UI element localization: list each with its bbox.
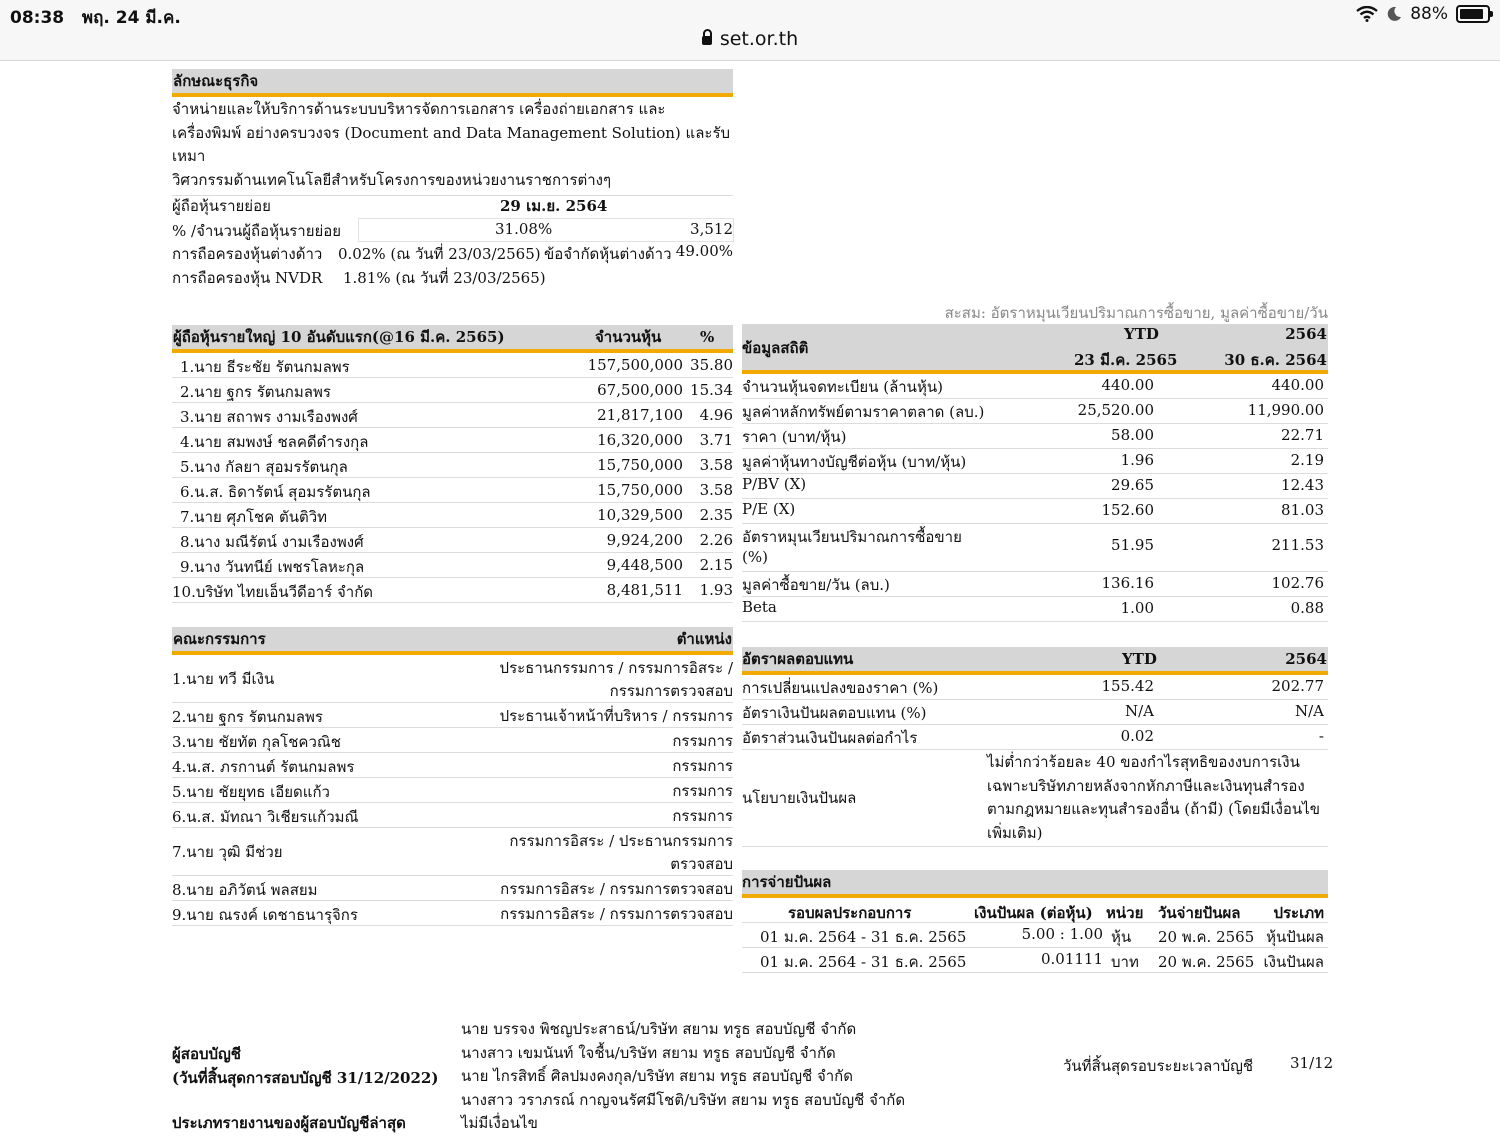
board-name: 6.น.ส. มัทณา วิเชียรแก้วมณี xyxy=(172,808,359,826)
major-shares: 67,500,000 xyxy=(597,381,683,399)
major-name: 5.นาง กัลยา สุอมรรัตนกุล xyxy=(180,458,348,476)
retail-values-box xyxy=(358,218,734,242)
stats-row xyxy=(742,424,1328,449)
returns-row xyxy=(742,700,1328,725)
retail-label: ผู้ถือหุ้นรายย่อย xyxy=(172,197,271,215)
stats-2564: 22.71 xyxy=(1281,426,1324,444)
stats-2564: 102.76 xyxy=(1271,574,1324,592)
board-position: กรรมการ xyxy=(672,757,733,775)
board-position: กรรมการอิสระ / กรรมการตรวจสอบ xyxy=(500,880,733,898)
div-paydate: 20 พ.ค. 2565 xyxy=(1158,928,1255,946)
stats-row xyxy=(742,474,1328,499)
stats-2564: 11,990.00 xyxy=(1247,401,1324,419)
major-shares: 15,750,000 xyxy=(597,456,683,474)
url-text: set.or.th xyxy=(719,28,799,50)
board-col-position: ตำแหน่ง xyxy=(676,630,732,648)
stats-2564: 81.03 xyxy=(1281,501,1324,519)
returns-2564: 202.77 xyxy=(1271,677,1324,695)
stats-label: Beta xyxy=(742,598,777,616)
fiscal-period-value: 31/12 xyxy=(1290,1054,1334,1072)
returns-header xyxy=(742,647,1328,675)
major-pct: 2.35 xyxy=(699,506,733,524)
major-col-pct: % xyxy=(700,328,715,346)
returns-label: อัตราเงินปันผลตอบแทน (%) xyxy=(742,704,927,722)
address-bar[interactable] xyxy=(0,28,1500,50)
auditor-label-1: ผู้สอบบัญชี xyxy=(172,1045,241,1063)
div-col-paydate: วันจ่ายปันผล xyxy=(1158,904,1241,922)
board-row xyxy=(172,876,733,901)
returns-col2: 2564 xyxy=(1285,650,1327,668)
stats-table xyxy=(742,324,1328,622)
retail-count: 3,512 xyxy=(690,220,733,238)
retail-pct-label: % /จำนวนผู้ถือหุ้นรายย่อย xyxy=(172,222,342,240)
board-row xyxy=(172,803,733,828)
board-row xyxy=(172,778,733,803)
stats-label: อัตราหมุนเวียนปริมาณการซื้อขาย xyxy=(742,528,962,546)
major-shareholders-table xyxy=(172,325,733,603)
board-position: กรรมการ xyxy=(672,807,733,825)
stats-ytd: 29.65 xyxy=(1111,476,1154,494)
policy-line: ไม่ต่ำกว่าร้อยละ 40 ของกำไรสุทธิของงบการเงิน xyxy=(987,753,1300,771)
returns-ytd: N/A xyxy=(1124,702,1154,720)
div-col-type: ประเภท xyxy=(1273,904,1324,922)
stats-2564: 2.19 xyxy=(1290,451,1324,469)
stats-ytd: 152.60 xyxy=(1101,501,1154,519)
foreign-holding-label: การถือครองหุ้นต่างด้าว xyxy=(172,245,323,263)
business-section xyxy=(172,69,733,196)
dividend-row xyxy=(742,948,1328,973)
status-date: พฤ. 24 มี.ค. xyxy=(81,8,181,28)
board-name: 7.นาย วุฒิ มีช่วย xyxy=(172,843,283,861)
major-shares: 157,500,000 xyxy=(587,356,683,374)
retail-section xyxy=(172,194,733,290)
div-col-period: รอบผลประกอบการ xyxy=(788,904,912,922)
major-shares: 16,320,000 xyxy=(597,431,683,449)
business-line: วิศวกรรมด้านเทคโนโลยีสำหรับโครงการของหน่วยงานราชการต่างๆ xyxy=(172,170,612,189)
board-row xyxy=(172,655,733,703)
major-shares: 8,481,511 xyxy=(606,581,683,599)
major-name: 8.นาง มณีรัตน์ งามเรืองพงศ์ xyxy=(180,533,364,551)
dividend-table xyxy=(742,870,1328,973)
stats-label: มูลค่าซื้อขาย/วัน (ลบ.) xyxy=(742,576,890,594)
business-header: ลักษณะธุรกิจ xyxy=(172,69,733,97)
stats-label-cont: (%) xyxy=(742,548,768,566)
retail-date: 29 เม.ย. 2564 xyxy=(500,197,608,215)
major-row xyxy=(172,578,733,603)
div-amount: 0.01111 xyxy=(1040,950,1103,968)
stats-col1-top: YTD xyxy=(1124,325,1159,343)
business-line: จำหน่ายและให้บริการด้านระบบบริหารจัดการเอกสาร เครื่องถ่ายเอกสาร และ xyxy=(172,100,666,118)
board-rows xyxy=(172,655,733,926)
board-row xyxy=(172,828,733,876)
policy-line: ตามกฎหมายและทุนสำรองอื่น (ถ้ามี) (โดยมีเงื่อนไข xyxy=(987,800,1320,818)
major-row xyxy=(172,528,733,553)
foreign-limit-label: ข้อจำกัดหุ้นต่างด้าว xyxy=(544,245,672,263)
status-indicators xyxy=(1356,4,1490,24)
major-pct: 3.71 xyxy=(699,431,733,449)
returns-table xyxy=(742,647,1328,847)
board-position: ประธานกรรมการ / กรรมการอิสระ / xyxy=(499,659,733,677)
returns-ytd: 0.02 xyxy=(1120,727,1154,745)
major-row xyxy=(172,353,733,378)
stats-row xyxy=(742,597,1328,622)
stats-2564: 211.53 xyxy=(1271,536,1324,554)
major-pct: 1.93 xyxy=(699,581,733,599)
div-amount: 5.00 : 1.00 xyxy=(1021,925,1103,943)
returns-row xyxy=(742,725,1328,750)
policy-line: เพิ่มเติม) xyxy=(987,823,1043,842)
business-description xyxy=(172,97,733,196)
major-shares: 9,924,200 xyxy=(606,531,683,549)
retail-pct: 31.08% xyxy=(495,220,553,238)
stats-2564: 440.00 xyxy=(1271,376,1324,394)
auditor-report-value: ไม่มีเงื่อนไข xyxy=(461,1114,538,1132)
major-row xyxy=(172,428,733,453)
board-row xyxy=(172,703,733,728)
major-shares: 10,329,500 xyxy=(597,506,683,524)
board-position-cont: ตรวจสอบ xyxy=(670,855,733,873)
battery-icon xyxy=(1456,5,1490,23)
major-name: 3.นาย สถาพร งามเรืองพงศ์ xyxy=(180,408,358,426)
board-name: 4.น.ส. ภรกานต์ รัตนกมลพร xyxy=(172,758,355,776)
major-shares: 15,750,000 xyxy=(597,481,683,499)
stats-row xyxy=(742,572,1328,597)
major-row xyxy=(172,503,733,528)
board-header xyxy=(172,627,733,655)
returns-row xyxy=(742,675,1328,700)
div-unit: บาท xyxy=(1111,953,1139,971)
major-row xyxy=(172,453,733,478)
board-name: 2.นาย ฐกร รัตนกมลพร xyxy=(172,708,323,726)
board-title: คณะกรรมการ xyxy=(173,630,266,648)
stats-col2-top: 2564 xyxy=(1285,325,1327,343)
stats-rows xyxy=(742,374,1328,622)
policy-line: เฉพาะบริษัทภายหลังจากหักภาษีและเงินทุนสำรอง xyxy=(987,776,1305,795)
board-position: กรรมการอิสระ / กรรมการตรวจสอบ xyxy=(500,905,733,923)
stats-2564: 12.43 xyxy=(1281,476,1324,494)
browser-top-bar xyxy=(0,0,1500,61)
major-shares: 21,817,100 xyxy=(597,406,683,424)
stats-header xyxy=(742,324,1328,374)
stats-ytd: 58.00 xyxy=(1111,426,1154,444)
div-type: หุ้นปันผล xyxy=(1266,928,1324,946)
board-position: กรรมการ xyxy=(672,782,733,800)
major-pct: 2.15 xyxy=(699,556,733,574)
major-pct: 3.58 xyxy=(699,456,733,474)
board-position: กรรมการ xyxy=(672,732,733,750)
stats-label: จำนวนหุ้นจดทะเบียน (ล้านหุ้น) xyxy=(742,378,943,396)
stats-note: สะสม: อัตราหมุนเวียนปริมาณการซื้อขาย, มูลค่าซื้อขาย/วัน xyxy=(944,304,1328,322)
stats-ytd: 136.16 xyxy=(1101,574,1154,592)
nvdr-value: 1.81% (ณ วันที่ 23/03/2565) xyxy=(343,269,546,287)
major-pct: 4.96 xyxy=(699,406,733,424)
stats-title: ข้อมูลสถิติ xyxy=(742,339,809,357)
stats-label: P/BV (X) xyxy=(742,475,807,493)
div-unit: หุ้น xyxy=(1111,928,1132,946)
board-row xyxy=(172,728,733,753)
major-row xyxy=(172,403,733,428)
div-period: 01 ม.ค. 2564 - 31 ธ.ค. 2565 xyxy=(760,928,967,946)
stats-2564: 0.88 xyxy=(1290,599,1324,617)
auditor-name: นางสาว วราภรณ์ กาญจนรัศมีโชติ/บริษัท สยาม ทรูธ สอบบัญชี จำกัด xyxy=(461,1090,906,1109)
board-name: 8.นาย อภิวัตน์ พลสยม xyxy=(172,881,318,899)
returns-col1: YTD xyxy=(1122,650,1157,668)
stats-row xyxy=(742,374,1328,399)
board-name: 5.นาย ชัยยุทธ เอียดแก้ว xyxy=(172,783,330,801)
stats-label: ราคา (บาท/หุ้น) xyxy=(742,428,847,446)
stats-ytd: 1.96 xyxy=(1120,451,1154,469)
foreign-limit-value: 49.00% xyxy=(675,242,733,260)
div-col-unit: หน่วย xyxy=(1106,904,1144,922)
dividend-policy-row xyxy=(742,750,1328,847)
stats-col1-bottom: 23 มี.ค. 2565 xyxy=(1074,351,1178,369)
dividend-rows xyxy=(742,923,1328,973)
fiscal-period-label: วันที่สิ้นสุดรอบระยะเวลาบัญชี xyxy=(1063,1057,1254,1075)
major-pct: 3.58 xyxy=(699,481,733,499)
major-pct: 15.34 xyxy=(690,381,733,399)
board-position-cont: กรรมการตรวจสอบ xyxy=(609,682,733,700)
major-row xyxy=(172,378,733,403)
returns-rows xyxy=(742,675,1328,750)
stats-row xyxy=(742,499,1328,524)
major-rows xyxy=(172,353,733,603)
major-name: 6.น.ส. ธิดารัตน์ สุอมรรัตนกุล xyxy=(180,483,371,501)
stats-ytd: 440.00 xyxy=(1101,376,1154,394)
major-name: 9.นาง วันทนีย์ เพชรโลหะกุล xyxy=(180,558,365,576)
stats-label: มูลค่าหุ้นทางบัญชีต่อหุ้น (บาท/หุ้น) xyxy=(742,453,967,471)
major-name: 4.นาย สมพงษ์ ชลคดีดำรงกุล xyxy=(180,433,369,451)
stats-row xyxy=(742,399,1328,424)
dividend-header: การจ่ายปันผล xyxy=(742,870,1328,898)
wifi-icon xyxy=(1356,6,1378,22)
board-name: 3.นาย ชัยทัต กุลโชควณิช xyxy=(172,733,341,751)
major-shares: 9,448,500 xyxy=(606,556,683,574)
div-period: 01 ม.ค. 2564 - 31 ธ.ค. 2565 xyxy=(760,953,967,971)
major-pct: 2.26 xyxy=(699,531,733,549)
business-line: เครื่องพิมพ์ อย่างครบวงจร (Document and Data Management Solution) และรับเหมา xyxy=(172,123,731,165)
auditor-name: นาย ไกรสิทธิ์ ศิลปมงคงกุล/บริษัท สยาม ทรูธ สอบบัญชี จำกัด xyxy=(461,1067,853,1085)
stats-col2-bottom: 30 ธ.ค. 2564 xyxy=(1224,351,1327,369)
major-row xyxy=(172,478,733,503)
board-position: กรรมการอิสระ / ประธานกรรมการ xyxy=(509,832,733,850)
major-name: 1.นาย ธีระชัย รัตนกมลพร xyxy=(180,358,350,376)
returns-2564: - xyxy=(1318,727,1324,745)
status-time xyxy=(10,4,181,31)
stats-ytd: 1.00 xyxy=(1120,599,1154,617)
stats-ytd: 51.95 xyxy=(1111,536,1154,554)
board-row xyxy=(172,901,733,926)
moon-icon xyxy=(1386,6,1402,22)
div-col-amount: เงินปันผล (ต่อหุ้น) xyxy=(974,904,1093,922)
major-pct: 35.80 xyxy=(690,356,733,374)
battery-level xyxy=(1460,9,1483,19)
returns-label: อัตราส่วนเงินปันผลต่อกำไร xyxy=(742,729,918,747)
major-name: 7.นาย ศุภโชค ตันติวิท xyxy=(180,508,328,526)
policy-label: นโยบายเงินปันผล xyxy=(742,789,857,807)
major-name: 10.บริษัท ไทยเอ็นวีดีอาร์ จำกัด xyxy=(172,583,374,601)
board-name: 1.นาย ทวี มีเงิน xyxy=(172,670,275,688)
auditor-name: นาย บรรจง พิชญประสาธน์/บริษัท สยาม ทรูธ สอบบัญชี จำกัด xyxy=(461,1020,857,1038)
clock: 08:38 xyxy=(10,8,65,28)
dividend-row xyxy=(742,923,1328,948)
major-row xyxy=(172,553,733,578)
board-table xyxy=(172,627,733,926)
nvdr-label: การถือครองหุ้น NVDR xyxy=(172,269,323,287)
stats-label: P/E (X) xyxy=(742,500,796,518)
dividend-col-headers xyxy=(742,898,1328,923)
major-name: 2.นาย ฐกร รัตนกมลพร xyxy=(180,383,331,401)
battery-percent: 88% xyxy=(1410,4,1448,24)
returns-label: การเปลี่ยนแปลงของราคา (%) xyxy=(742,679,939,697)
stats-row xyxy=(742,524,1328,572)
board-row xyxy=(172,753,733,778)
major-title: ผู้ถือหุ้นรายใหญ่ 10 อันดับแรก(@16 มี.ค. 2565) xyxy=(173,328,505,346)
policy-text xyxy=(987,751,1320,845)
div-type: เงินปันผล xyxy=(1263,953,1324,971)
auditor-names xyxy=(461,1018,905,1136)
auditor-report-label: ประเภทรายงานของผู้สอบบัญชีล่าสุด xyxy=(172,1114,406,1132)
lock-icon xyxy=(702,36,712,45)
div-paydate: 20 พ.ค. 2565 xyxy=(1158,953,1255,971)
returns-title: อัตราผลตอบแทน xyxy=(742,650,854,668)
stats-ytd: 25,520.00 xyxy=(1077,401,1154,419)
board-position: ประธานเจ้าหน้าที่บริหาร / กรรมการ xyxy=(499,707,733,725)
foreign-holding-value: 0.02% (ณ วันที่ 23/03/2565) xyxy=(338,245,541,263)
auditor-name: นางสาว เขมนันท์ ใจชื้น/บริษัท สยาม ทรูธ สอบบัญชี จำกัด xyxy=(461,1043,836,1062)
returns-2564: N/A xyxy=(1294,702,1324,720)
major-col-shares: จำนวนหุ้น xyxy=(595,328,662,346)
auditor-label xyxy=(172,1043,438,1090)
major-header xyxy=(172,325,733,353)
stats-row xyxy=(742,449,1328,474)
stats-label: มูลค่าหลักทรัพย์ตามราคาตลาด (ลบ.) xyxy=(742,403,985,421)
returns-ytd: 155.42 xyxy=(1101,677,1154,695)
board-name: 9.นาย ณรงค์ เดชาธนารุจิกร xyxy=(172,906,358,924)
auditor-label-2: (วันที่สิ้นสุดการสอบบัญชี 31/12/2022) xyxy=(172,1068,439,1087)
